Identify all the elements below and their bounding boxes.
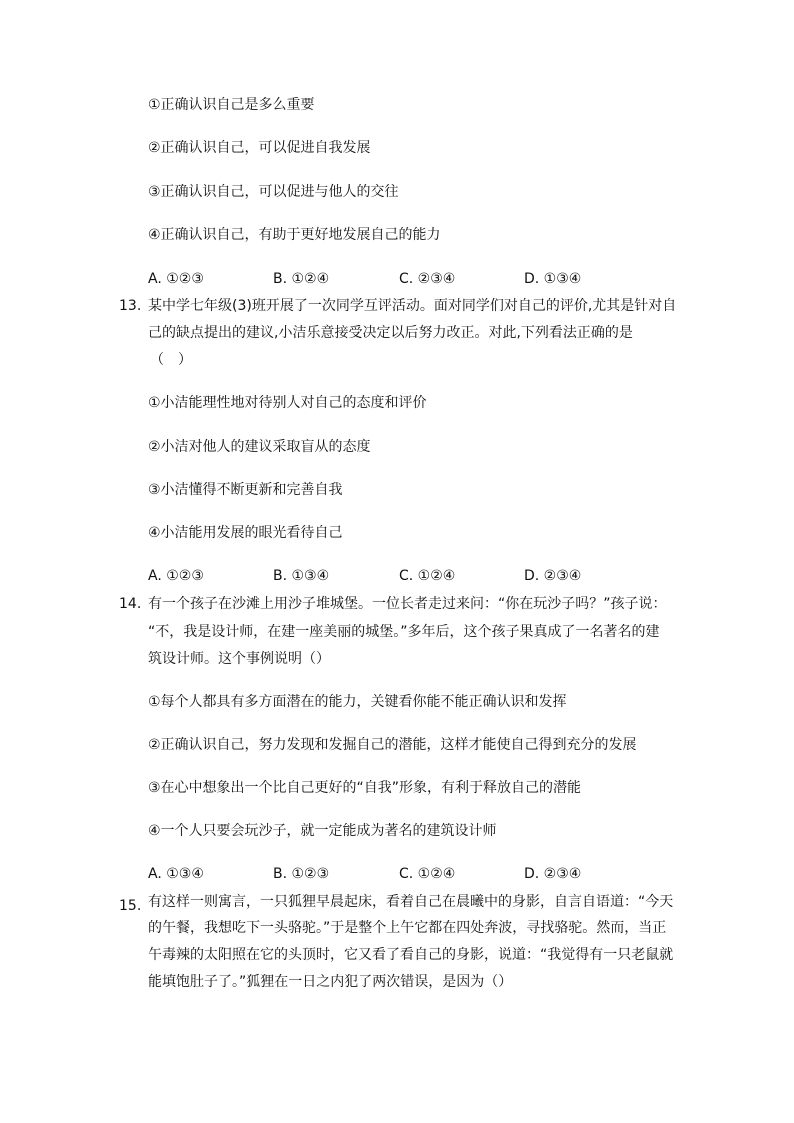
- q12-statement-3: ③正确认识自己，可以促进与他人的交往: [148, 184, 399, 200]
- q13-statement-4: ④小洁能用发展的眼光看待自己: [148, 525, 343, 541]
- q13-option-c: C. ①②④: [399, 568, 456, 584]
- q14-statement-4: ④一个人只要会玩沙子，就一定能成为著名的建筑设计师: [148, 823, 497, 839]
- q12-option-a: A. ①②③: [148, 271, 204, 287]
- q12-statement-4: ④正确认识自己，有助于更好地发展自己的能力: [148, 227, 441, 243]
- q14-option-a: A. ①③④: [148, 866, 204, 882]
- q13-statement-2: ②小洁对他人的建议采取盲从的态度: [148, 439, 371, 455]
- q14-stem-line-2: “不，我是设计师，在建一座美丽的城堡。”多年后，这个孩子果真成了一名著名的建: [148, 624, 660, 640]
- q15-stem-line-4: 能填饱肚子了。”狐狸在一日之内犯了两次错误，是因为（）: [148, 974, 513, 990]
- q13-stem-line-2: 己的缺点提出的建议,小洁乐意接受决定以后努力改正。对此,下列看法正确的是: [148, 325, 633, 341]
- q12-statement-2: ②正确认识自己，可以促进自我发展: [148, 140, 371, 156]
- q14-statement-2: ②正确认识自己，努力发现和发掘自己的潜能，这样才能使自己得到充分的发展: [148, 737, 637, 753]
- q14-stem-line-3: 筑设计师。这个事例说明（）: [148, 651, 330, 667]
- q15-stem-line-3: 午毒辣的太阳照在它的头顶时，它又看了看自己的身影，说道：“我觉得有一只老鼠就: [148, 947, 674, 963]
- q13-option-a: A. ①②③: [148, 568, 204, 584]
- q13-stem-line-1: 某中学七年级(3)班开展了一次同学互评活动。面对同学们对自己的评价,尤其是针对自: [148, 298, 677, 314]
- q15-stem-line-2: 的午餐，我想吃下一头骆驼。”于是整个上午它都在四处奔波，寻找骆驼。然而，当正: [148, 920, 667, 936]
- q14-option-c: C. ①②④: [399, 866, 456, 882]
- q12-option-d: D. ①③④: [524, 271, 582, 287]
- q13-option-b: B. ①③④: [273, 568, 330, 584]
- q14-statement-3: ③在心中想象出一个比自己更好的“自我”形象，有利于释放自己的潜能: [148, 780, 582, 796]
- q13-statement-1: ①小洁能理性地对待别人对自己的态度和评价: [148, 395, 427, 411]
- q13-number: 13.: [119, 298, 142, 314]
- q14-option-b: B. ①②③: [273, 866, 330, 882]
- q12-option-b: B. ①②④: [273, 271, 330, 287]
- q14-statement-1: ①每个人都具有多方面潜在的能力，关键看你能不能正确认识和发挥: [148, 694, 567, 710]
- q14-stem-line-1: 有一个孩子在沙滩上用沙子堆城堡。一位长者走过来问：“你在玩沙子吗？”孩子说：: [148, 596, 667, 612]
- q13-stem-line-3: （ ）: [150, 352, 192, 368]
- q12-option-c: C. ②③④: [399, 271, 456, 287]
- q14-option-d: D. ②③④: [524, 866, 582, 882]
- q14-number: 14.: [119, 596, 142, 612]
- q13-option-d: D. ②③④: [524, 568, 582, 584]
- q15-stem-line-1: 有这样一则寓言，一只狐狸早晨起床，看着自己在晨曦中的身影，自言自语道：“今天: [148, 894, 674, 910]
- q13-statement-3: ③小洁懂得不断更新和完善自我: [148, 482, 343, 498]
- q12-statement-1: ①正确认识自己是多么重要: [148, 97, 315, 113]
- q15-number: 15.: [119, 898, 142, 914]
